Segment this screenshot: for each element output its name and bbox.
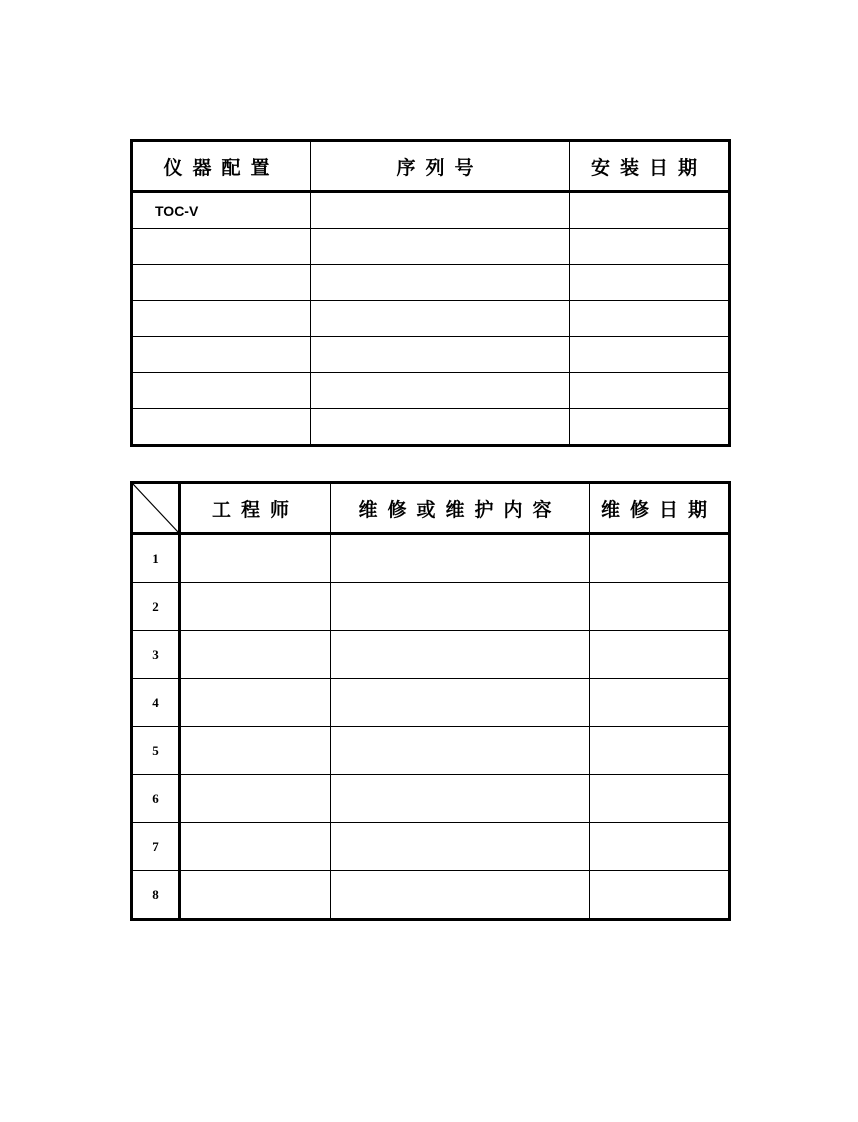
maintenance-date-cell — [590, 583, 730, 631]
maintenance-date-cell — [590, 775, 730, 823]
instrument-model-cell — [132, 229, 311, 265]
config-row — [132, 265, 730, 301]
diagonal-corner-cell — [132, 483, 180, 534]
row-number: 7 — [132, 823, 180, 871]
maintenance-content-cell — [331, 631, 590, 679]
instrument-model-cell — [132, 373, 311, 409]
config-row — [132, 409, 730, 446]
engineer-cell — [180, 583, 331, 631]
serial-number-cell — [311, 229, 570, 265]
row-number: 8 — [132, 871, 180, 920]
engineer-cell — [180, 679, 331, 727]
header-serial-number: 序列号 — [311, 141, 570, 192]
maintenance-date-cell — [590, 679, 730, 727]
engineer-cell — [180, 775, 331, 823]
maintenance-content-cell — [331, 727, 590, 775]
maintenance-row — [132, 534, 730, 583]
serial-number-cell — [311, 192, 570, 229]
serial-number-cell — [311, 337, 570, 373]
instrument-model-cell — [132, 409, 311, 446]
maintenance-content-cell — [331, 583, 590, 631]
row-number: 4 — [132, 679, 180, 727]
header-install-date: 安装日期 — [570, 141, 730, 192]
maintenance-content-cell — [331, 775, 590, 823]
install-date-cell — [570, 265, 730, 301]
serial-number-cell — [311, 409, 570, 446]
maintenance-content-cell — [331, 823, 590, 871]
engineer-cell — [180, 534, 331, 583]
serial-number-cell — [311, 373, 570, 409]
header-maintenance-content: 维修或维护内容 — [331, 483, 590, 534]
engineer-cell — [180, 871, 331, 920]
maintenance-row — [132, 823, 730, 871]
serial-number-cell — [311, 265, 570, 301]
config-row — [132, 229, 730, 265]
instrument-model-cell — [132, 301, 311, 337]
config-row — [132, 337, 730, 373]
maintenance-row — [132, 727, 730, 775]
config-header-row — [132, 141, 730, 192]
row-number: 5 — [132, 727, 180, 775]
maintenance-date-cell — [590, 534, 730, 583]
header-instrument-config: 仪器配置 — [132, 141, 311, 192]
instrument-model-cell: TOC-V — [132, 192, 311, 229]
maintenance-date-cell — [590, 727, 730, 775]
install-date-cell — [570, 337, 730, 373]
maintenance-date-cell — [590, 631, 730, 679]
maintenance-header-row — [132, 483, 730, 534]
maintenance-row — [132, 679, 730, 727]
maintenance-content-cell — [331, 679, 590, 727]
install-date-cell — [570, 373, 730, 409]
row-number: 3 — [132, 631, 180, 679]
row-number: 6 — [132, 775, 180, 823]
install-date-cell — [570, 301, 730, 337]
row-number: 2 — [132, 583, 180, 631]
maintenance-row — [132, 775, 730, 823]
maintenance-date-cell — [590, 871, 730, 920]
install-date-cell — [570, 192, 730, 229]
config-row — [132, 373, 730, 409]
maintenance-content-cell — [331, 534, 590, 583]
engineer-cell — [180, 823, 331, 871]
instrument-model-cell — [132, 337, 311, 373]
instrument-model-cell — [132, 265, 311, 301]
install-date-cell — [570, 409, 730, 446]
header-engineer: 工程师 — [180, 483, 331, 534]
config-row — [132, 192, 730, 229]
header-maintenance-date: 维修日期 — [590, 483, 730, 534]
engineer-cell — [180, 727, 331, 775]
install-date-cell — [570, 229, 730, 265]
serial-number-cell — [311, 301, 570, 337]
maintenance-date-cell — [590, 823, 730, 871]
diagonal-line — [133, 484, 178, 532]
maintenance-row — [132, 631, 730, 679]
maintenance-row — [132, 871, 730, 920]
row-number: 1 — [132, 534, 180, 583]
maintenance-content-cell — [331, 871, 590, 920]
instrument-config-table — [130, 139, 731, 447]
engineer-cell — [180, 631, 331, 679]
config-row — [132, 301, 730, 337]
maintenance-row — [132, 583, 730, 631]
maintenance-record-table — [130, 481, 731, 921]
